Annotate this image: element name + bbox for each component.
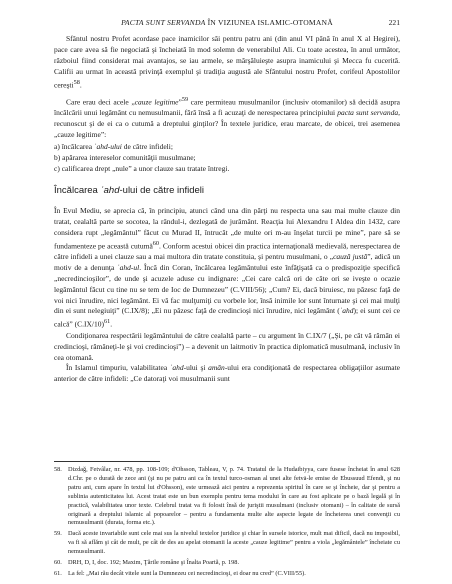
p2-b: cauze legitime xyxy=(134,97,179,107)
footnotes xyxy=(54,466,400,581)
p2-f: , recunoscut şi de ei ca o cutumă a dreptului ginţilor? În textele juridice, erau marcate, de obicei, trei asemenea „cauze legitime”: xyxy=(54,108,400,140)
header-title-rest: ÎN VIZIUNEA ISLAMIC-OTOMANĂ xyxy=(205,18,333,27)
p2-e: pacta sunt servanda xyxy=(337,108,399,118)
paragraph-1-end: . xyxy=(79,80,82,90)
section-title-c: -ului de către infideli xyxy=(119,184,204,196)
footnote-60 xyxy=(54,559,400,568)
p3-d: ”, adică un motiv de a denunţa xyxy=(54,251,401,272)
footnote-ref-61: 61 xyxy=(103,318,111,326)
paragraph-1 xyxy=(54,34,400,91)
p3-g: ʿahd xyxy=(339,306,354,316)
paragraph-2 xyxy=(54,95,400,141)
p3-a: În Evul Mediu, se aprecia că, în principiu, atunci când una din părţi nu respecta una sau mai multe clauze din tratat, cealaltă parte se socotea, la rândul-i, dezlegată de jurământ. Reacţia lui Alexandru I Aldea din 1432, care considera rupt „legământul” făcut cu Murad II, întrucât „de multe ori m-au înşelat turcii pe mine”, pare să se fundamenteze pe această cutumă xyxy=(54,205,400,250)
footnote-text: Dizdağ, Fetvâlar, nr. 478, pp. 108-109; d'Ohsson, Tableau, V, p. 74. Tratatul de la Hudaibiyya, care fusese încheiat în anul 628 d.Chr. pe o durată de zece ani (şi nu pe patru ani ca în textul turco-osman al unei alte fetvā-le emise de Ebussuud Efendi, şi nu patru ani, cum apare în textul lui d'Ohsson), este urmează aici pentru a reprezenta spiritul în care se şi încheie, dar şi pentru a sublinia autenticitatea lui. Acest tratat este un bun exemplu pentru tema modului în care au fost aplicate pe o bază legală şi în practică, valabilitatea unor texte. Celebrul tratat va fi folosit însă de juriştii musulmani (inclusiv otomani) – în calitate de sursă originară a dreptului islamic al popoarelor – pentru a fundamenta multe alte aspecte legate de încheierea unei convenţii cu nemusulmanii (durata, forma etc.). xyxy=(68,466,400,527)
section-title-a: Încălcarea xyxy=(54,184,101,196)
list-a-2: ʿahd-ului xyxy=(93,142,122,152)
paragraph-4: Condiţionarea respectării legământului de către cealaltă parte – cu argument în C.IX/7 („Şi, pe cât vă rămân ei credincioşi, rămâneţi-le şi voi credincioşi”) – a devenit un laitmotiv în practica diplomatică musulmană, inclusiv în cea otomană. xyxy=(54,330,400,362)
footnote-58 xyxy=(54,466,400,528)
list-c-1: c) calificarea drept „nule” a unor clauze sau tratate întregi. xyxy=(54,163,230,173)
section-title xyxy=(54,186,400,197)
p2-d: care permiteau musulmanilor (inclusiv otomanilor) să decidă asupra încălcării unui legământ cu nemusulmanii, fără însă a fi acuzaţi de nerespectarea principiului xyxy=(54,97,400,118)
p2-c: ” xyxy=(178,97,182,107)
p5-a: În Islamul timpuriu, valabilitatea xyxy=(66,363,170,373)
footnote-num: 59. xyxy=(54,530,62,538)
paragraph-5 xyxy=(54,363,400,385)
p3-h: ); ei sunt cei ce calcă” (C.IX/10) xyxy=(54,306,400,329)
paragraph-1-text: Sfântul nostru Profet acordase pace inamicilor săi pentru patru ani (din anul VI până în anul X al Hegirei), pace care avea să fie negociată şi încheiată în mod solemn de venerabilul Ali. Cu toate acestea, în anul următor, războiul fiind considerat mai avantajos, se iau armele, se mărşăluieşte asupra inamicului şi Mecca fu cucerită. Califii au urmat în această privinţă exemplul şi tradiţia augustă ale Sfântului nostru Profet, corifeul Apostolilor cereşti xyxy=(54,34,400,90)
footnote-divider xyxy=(54,461,160,462)
list-a-3: de către infideli; xyxy=(121,142,173,152)
list-item-a xyxy=(54,142,400,153)
running-header xyxy=(54,18,400,27)
section-title-b: ʿahd xyxy=(100,184,120,196)
p3-i: . xyxy=(110,319,113,329)
main-text xyxy=(54,34,400,385)
footnote-61 xyxy=(54,570,400,579)
paragraph-3 xyxy=(54,206,400,331)
footnote-ref-59: 59 xyxy=(181,96,189,104)
p3-b: . Conform acestui obicei din practica internaţională medievală, nerespectarea de către infideli a unei clauze sau a mai multora din tratate constituia, şi pentru musulmani, o „ xyxy=(54,241,400,261)
p3-f: . Încă din Coran, încălcarea legământului este înfăţişată ca o predispoziţie specifică „necredincioşilor”, de unde şi acuzele aduse cu indignare: „Cei care calcă ori de câte ori se iveşte o ocazie legământul făcut cu tine nu se tem de Ioc de Dumnezeu” (C.VIII/56); „Cum? Ei, dacă biruiesc, nu păzesc faţă de voi nici înrudire, nici legământ. Ei vă fac mulţumiţi cu vorbele lor, însă inimile lor sunt înturnate şi cei mai mulţi din ei sunt nelegiuiţi” (C.IX/8); „Ei nu păzesc faţă de credincioşi nici înrudire, nici legământ ( xyxy=(54,262,400,316)
footnote-59 xyxy=(54,530,400,557)
footnote-num: 61. xyxy=(54,569,62,577)
p2-a: Care erau deci acele „ xyxy=(66,97,135,107)
p5-e: -ului era condiţionată de respectarea obligaţiilor asumate anterior de către infideli: „Ce datoraţi voi musulmanii sunt xyxy=(54,363,401,384)
page-number: 221 xyxy=(388,18,400,27)
header-title-italic: PACTA SUNT SERVANDA xyxy=(121,18,206,27)
p3-e: ʿahd-ul xyxy=(117,262,140,272)
causes-list xyxy=(54,142,400,175)
list-item-b xyxy=(54,153,400,164)
p5-c: -ului şi xyxy=(183,363,209,373)
footnote-text: La fel: „Mai rău decât vitele sunt la Dumnezeu cei necredincioşi, ei doar nu cred” (C.VIII/55). xyxy=(68,569,306,577)
footnote-text: Dacă aceste invariabile sunt cele mai sus la nivelul textelor juridice şi chiar în sursele istorice, mult mai dificil, dacă nu imposibil, va fi să aflăm şi cât de mult, pe cât de des au apelat otomanii la aceste „cauze legitime” pentru a viola „legământele” încheiate cu nemusulmanii. xyxy=(68,530,400,556)
footnote-num: 60. xyxy=(54,559,62,567)
p5-b: ʿahd xyxy=(169,363,184,373)
footnote-text: DRH, D, I, doc. 192; Maxim, Ţările române şi Înalta Poartă, p. 198. xyxy=(68,559,240,567)
footnote-ref-60: 60 xyxy=(152,239,160,247)
p3-c: cauză justă xyxy=(333,251,368,261)
footnote-ref-58: 58 xyxy=(73,78,80,86)
list-item-c xyxy=(54,164,400,175)
p5-d: amān xyxy=(208,363,225,373)
list-b-1: b) apărarea intereselor comunităţii musulmane; xyxy=(54,153,196,163)
footnote-num: 58. xyxy=(54,466,62,473)
list-a-1: a) încălcarea xyxy=(54,142,94,152)
